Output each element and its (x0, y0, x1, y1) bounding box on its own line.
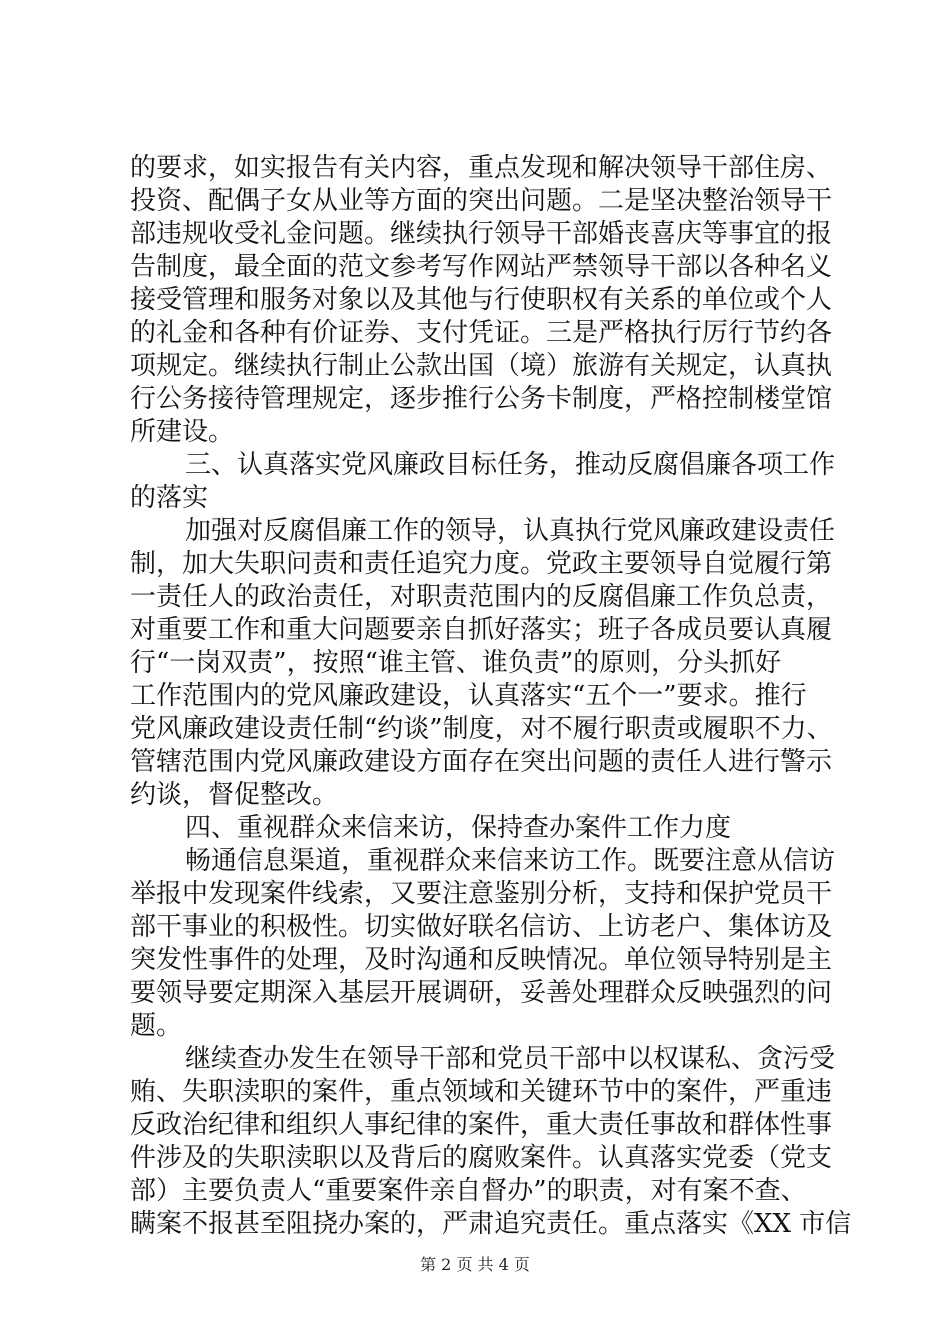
text-line: 贿、失职渎职的案件，重点领域和关键环节中的案件，严重违 (130, 1077, 833, 1107)
text-line: 制，加大失职问责和责任追究力度。党政主要领导自觉履行第 (130, 549, 833, 579)
page-number: 第 2 页 共 4 页 (420, 1255, 530, 1274)
text-line: 行“一岗双责”，按照“谁主管、谁负责”的原则，分头抓好 (130, 648, 782, 678)
text-line: 的礼金和各种有价证券、支付凭证。三是严格执行厉行节约各 (130, 318, 833, 348)
text-line: 继续查办发生在领导干部和党员干部中以权谋私、贪污受 (185, 1044, 836, 1074)
text-line: 部违规收受礼金问题。继续执行领导干部婚丧喜庆等事宜的报 (130, 219, 833, 249)
section-heading: 四、重视群众来信来访，保持查办案件工作力度 (185, 813, 732, 843)
text-line: 行公务接待管理规定，逐步推行公务卡制度，严格控制楼堂馆 (130, 384, 833, 414)
text-line: 工作范围内的党风廉政建设，认真落实“五个一”要求。推行 (130, 681, 807, 711)
text-line: 对重要工作和重大问题要亲自抓好落实；班子各成员要认真履 (130, 615, 833, 645)
section-heading: 三、认真落实党风廉政目标任务，推动反腐倡廉各项工作 (185, 450, 836, 480)
text-line: 题。 (130, 1011, 183, 1041)
text-line: 党风廉政建设责任制“约谈”制度，对不履行职责或履职不力、 (130, 714, 833, 744)
text-line: 畅通信息渠道，重视群众来信来访工作。既要注意从信访 (185, 846, 836, 876)
text-line: 项规定。继续执行制止公款出国（境）旅游有关规定，认真执 (130, 351, 833, 381)
text-line: 所建设。 (130, 417, 235, 447)
text-line: 突发性事件的处理，及时沟通和反映情况。单位领导特别是主 (130, 945, 833, 975)
text-line: 件涉及的失职渎职以及背后的腐败案件。认真落实党委（党支 (130, 1143, 833, 1173)
text-line: 一责任人的政治责任，对职责范围内的反腐倡廉工作负总责， (130, 582, 833, 612)
text-line: 投资、配偶子女从业等方面的突出问题。二是坚决整治领导干 (130, 186, 833, 216)
text-line: 部干事业的积极性。切实做好联名信访、上访老户、集体访及 (130, 912, 833, 942)
text-line: 要领导要定期深入基层开展调研，妥善处理群众反映强烈的问 (130, 978, 833, 1008)
text-line: 举报中发现案件线索，又要注意鉴别分析，支持和保护党员干 (130, 879, 833, 909)
text-line: 反政治纪律和组织人事纪律的案件，重大责任事故和群体性事 (130, 1110, 833, 1140)
text-line: 告制度，最全面的范文参考写作网站严禁领导干部以各种名义 (130, 252, 833, 282)
section-heading-continued: 的落实 (130, 483, 209, 513)
text-line: 瞒案不报甚至阻挠办案的，严肃追究责任。重点落实《XX 市信 (130, 1209, 852, 1239)
text-line: 管辖范围内党风廉政建设方面存在突出问题的责任人进行警示 (130, 747, 833, 777)
text-line: 约谈，督促整改。 (130, 780, 339, 810)
text-line: 部）主要负责人“重要案件亲自督办”的职责，对有案不查、 (130, 1176, 807, 1206)
text-line: 接受管理和服务对象以及其他与行使职权有关系的单位或个人 (130, 285, 833, 315)
text-line: 加强对反腐倡廉工作的领导，认真执行党风廉政建设责任 (185, 516, 836, 546)
text-line: 的要求，如实报告有关内容，重点发现和解决领导干部住房、 (130, 153, 833, 183)
